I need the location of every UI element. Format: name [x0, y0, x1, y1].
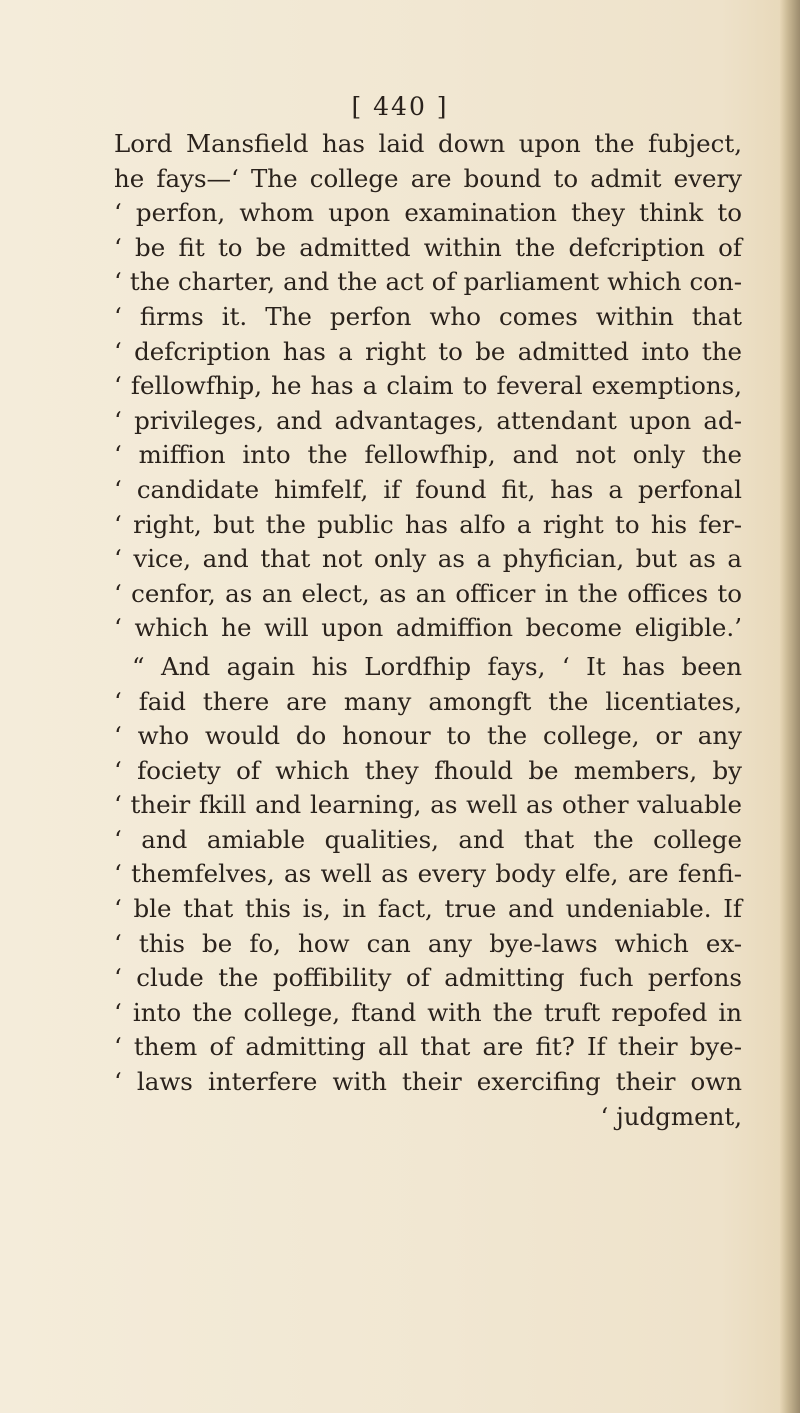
- text-line: ‘ faid there are many amongft the licentiates,: [114, 686, 742, 716]
- page-edge: [780, 0, 800, 1413]
- text-line: ‘ laws interfere with their exercifing their own: [114, 1067, 742, 1097]
- body-text: [114, 127, 742, 1134]
- text-line: ‘ them of admitting all that are fit? If their bye-: [114, 1032, 742, 1062]
- text-line: “ And again his Lordfhip fays, ‘ It has been: [132, 651, 742, 681]
- text-line: ‘ right, but the public has alfo a right to his fer-: [114, 509, 742, 539]
- text-line: ‘ ble that this is, in fact, true and undeniable. If: [114, 894, 742, 924]
- text-line: ‘ their fkill and learning, as well as other valuable: [114, 790, 742, 820]
- text-line: he fays—‘ The college are bound to admit every: [114, 163, 742, 193]
- text-line: ‘ who would do honour to the college, or any: [114, 721, 742, 751]
- catchword-line: ‘ judgment,: [600, 1101, 742, 1131]
- text-line: ‘ firms it. The perfon who comes within that: [114, 301, 742, 331]
- page-number-header: [ 440 ]: [351, 92, 449, 121]
- text-line: ‘ and amiable qualities, and that the college: [114, 824, 742, 854]
- paragraph-2: [114, 650, 742, 1134]
- text-line: ‘ fociety of which they fhould be members, by: [114, 755, 742, 785]
- text-line: ‘ clude the poffibility of admitting fuch perfons: [114, 963, 742, 993]
- text-line: ‘ miffion into the fellowfhip, and not only the: [114, 440, 742, 470]
- text-line: ‘ cenfor, as an elect, as an officer in the offices to: [114, 578, 742, 608]
- text-line: ‘ be fit to be admitted within the defcription of: [114, 232, 742, 262]
- text-line: ‘ which he will upon admiffion become eligible.’: [114, 613, 742, 643]
- text-line: ‘ this be fo, how can any bye-laws which ex-: [114, 928, 742, 958]
- text-line: ‘ fellowfhip, he has a claim to feveral exemptions,: [114, 371, 742, 401]
- text-line: ‘ candidate himfelf, if found fit, has a perfonal: [114, 474, 742, 504]
- text-line: ‘ defcription has a right to be admitted into the: [114, 336, 742, 366]
- text-line: ‘ into the college, ftand with the truft repofed in: [114, 997, 742, 1027]
- text-line: ‘ perfon, whom upon examination they think to: [114, 198, 742, 228]
- text-line: Lord Mansfield has laid down upon the fubject,: [114, 129, 742, 158]
- text-line: ‘ the charter, and the act of parliament which con-: [114, 267, 742, 297]
- text-line: ‘ themfelves, as well as every body elfe, are fenfi-: [114, 859, 742, 889]
- text-line: ‘ vice, and that not only as a phyfician, but as a: [114, 544, 742, 574]
- text-line: ‘ privileges, and advantages, attendant upon ad-: [114, 405, 742, 435]
- paragraph-1: [114, 127, 742, 646]
